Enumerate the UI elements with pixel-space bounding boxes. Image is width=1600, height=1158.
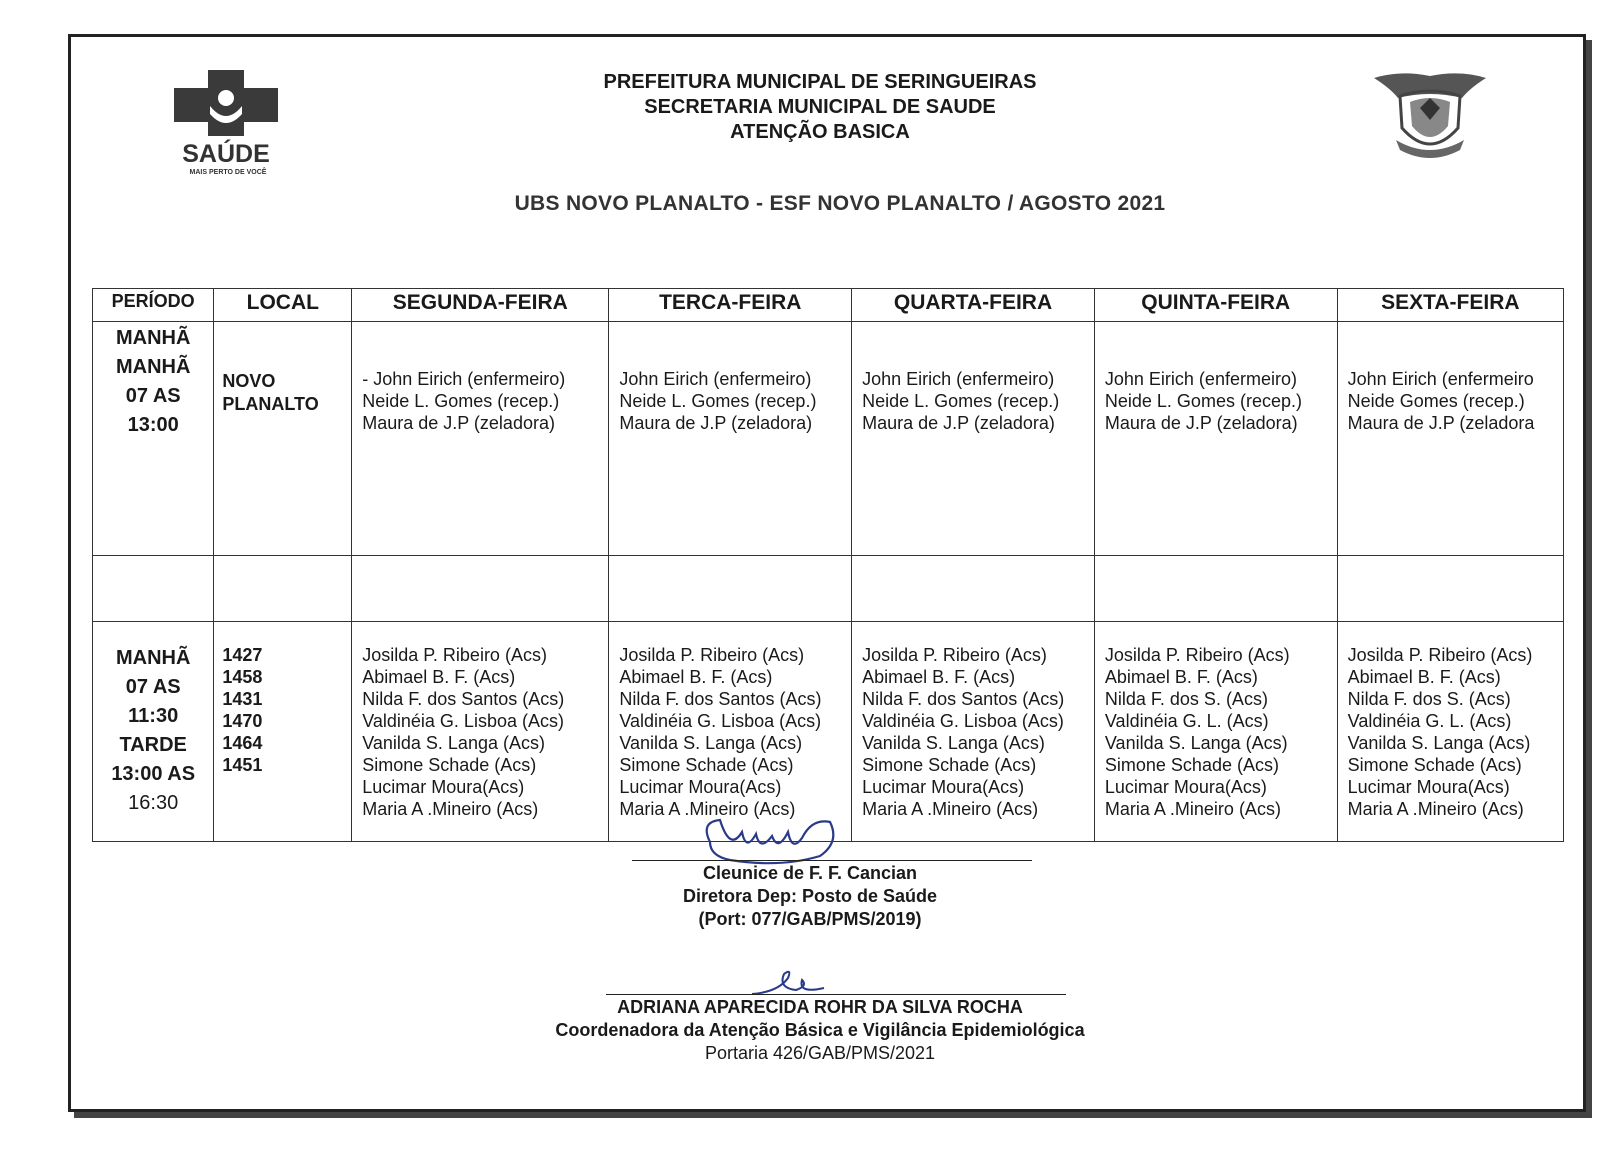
staff-entry: Abimael B. F. (Acs)	[862, 667, 1016, 687]
staff-entry: Maura de J.P (zeladora)	[862, 413, 1055, 433]
periodo-line: 11:30	[128, 705, 179, 727]
logo-text: SAÚDE	[182, 140, 270, 168]
signer-portaria-1: (Port: 077/GAB/PMS/2019)	[698, 909, 922, 929]
header-segunda: SEGUNDA-FEIRA	[352, 289, 609, 322]
staff-entry: Maura de J.P (zeladora)	[362, 413, 555, 433]
staff-entry: Maria A .Mineiro (Acs)	[862, 799, 1039, 819]
signature-block-1	[600, 862, 1020, 931]
header-sexta: SEXTA-FEIRA	[1337, 289, 1563, 322]
table-row	[93, 322, 1564, 556]
header-line-3: ATENÇÃO BASICA	[730, 121, 910, 143]
terca-cell	[609, 622, 852, 842]
table-row-empty	[93, 556, 1564, 622]
staff-entry: Josilda P. Ribeiro (Acs)	[862, 645, 1047, 665]
staff-entry: Neide L. Gomes (recep.)	[619, 391, 817, 411]
quinta-cell	[1094, 622, 1337, 842]
signature-line-2	[606, 994, 1066, 995]
sexta-cell	[1337, 322, 1563, 556]
staff-entry: Lucimar Moura(Acs)	[619, 777, 782, 797]
staff-entry: Valdinéia G. Lisboa (Acs)	[362, 711, 564, 731]
periodo-cell	[93, 322, 214, 556]
staff-entry: John Eirich (enfermeiro)	[1104, 369, 1297, 389]
table-header-row	[93, 289, 1564, 322]
staff-entry: Maria A .Mineiro (Acs)	[619, 799, 796, 819]
staff-entry: Valdinéia G. Lisboa (Acs)	[862, 711, 1064, 731]
code-entry: 1431	[222, 689, 263, 709]
staff-entry: Valdinéia G. L. (Acs)	[1104, 711, 1269, 731]
segunda-cell	[352, 322, 609, 556]
signer-role-2: Coordenadora da Atenção Básica e Vigilância Epidemiológica	[555, 1020, 1085, 1040]
staff-entry: Abimael B. F. (Acs)	[1104, 667, 1258, 687]
staff-entry: Nilda F. dos S. (Acs)	[1104, 689, 1268, 709]
staff-entry: Abimael B. F. (Acs)	[362, 667, 516, 687]
staff-entry: Vanilda S. Langa (Acs)	[1104, 733, 1288, 753]
staff-entry: Vanilda S. Langa (Acs)	[862, 733, 1045, 753]
staff-entry: Maria A .Mineiro (Acs)	[362, 799, 539, 819]
terca-cell	[609, 322, 852, 556]
code-entry: 1470	[222, 711, 263, 731]
staff-entry: Neide L. Gomes (recep.)	[1104, 391, 1302, 411]
signer-role-1: Diretora Dep: Posto de Saúde	[682, 886, 938, 906]
staff-entry: Abimael B. F. (Acs)	[619, 667, 773, 687]
signature-line-1	[632, 860, 1032, 861]
staff-entry: John Eirich (enfermeiro)	[862, 369, 1055, 389]
staff-entry: Josilda P. Ribeiro (Acs)	[1347, 645, 1533, 665]
code-entry: 1464	[222, 733, 263, 753]
schedule-table	[92, 288, 1564, 842]
periodo-line: 13:00 AS	[111, 763, 196, 785]
staff-entry: Nilda F. dos S. (Acs)	[1347, 689, 1511, 709]
periodo-line: MANHÃ	[115, 327, 191, 349]
periodo-line: MANHÃ	[115, 356, 191, 378]
codes-cell	[214, 622, 352, 842]
staff-entry: Valdinéia G. L. (Acs)	[1347, 711, 1512, 731]
quarta-cell	[852, 322, 1095, 556]
staff-entry: Neide L. Gomes (recep.)	[362, 391, 560, 411]
periodo-line: 07 AS	[125, 676, 181, 698]
staff-entry: Simone Schade (Acs)	[862, 755, 1037, 775]
staff-entry: Josilda P. Ribeiro (Acs)	[362, 645, 547, 665]
staff-entry: Neide Gomes (recep.)	[1347, 391, 1525, 411]
periodo-cell	[93, 622, 214, 842]
staff-entry: Simone Schade (Acs)	[1347, 755, 1522, 775]
staff-entry: Vanilda S. Langa (Acs)	[1347, 733, 1531, 753]
header-quarta: QUARTA-FEIRA	[852, 289, 1095, 322]
signer-name-2: ADRIANA APARECIDA ROHR DA SILVA ROCHA	[617, 997, 1023, 1017]
signature-block-2	[520, 996, 1120, 1065]
document-subtitle: UBS NOVO PLANALTO - ESF NOVO PLANALTO / AGOSTO 2021	[514, 192, 1166, 215]
staff-entry: Lucimar Moura(Acs)	[362, 777, 525, 797]
staff-entry: Lucimar Moura(Acs)	[862, 777, 1025, 797]
local-line: NOVO	[222, 371, 276, 391]
staff-entry: Valdinéia G. Lisboa (Acs)	[619, 711, 822, 731]
staff-entry: Nilda F. dos Santos (Acs)	[619, 689, 822, 709]
periodo-line: 16:30	[128, 792, 179, 814]
logo-tagline: MAIS PERTO DE VOCÊ	[189, 169, 267, 176]
code-entry: 1427	[222, 645, 263, 665]
header-local: LOCAL	[214, 289, 352, 322]
staff-entry: - John Eirich (enfermeiro)	[362, 369, 566, 389]
staff-entry: John Eirich (enfermeiro	[1347, 369, 1534, 389]
quarta-cell	[852, 622, 1095, 842]
staff-entry: Simone Schade (Acs)	[1104, 755, 1279, 775]
local-cell	[214, 322, 352, 556]
staff-entry: Josilda P. Ribeiro (Acs)	[619, 645, 805, 665]
staff-entry: Maria A .Mineiro (Acs)	[1347, 799, 1524, 819]
signer-name-1: Cleunice de F. F. Cancian	[702, 863, 918, 883]
signer-portaria-2: Portaria 426/GAB/PMS/2021	[704, 1043, 936, 1063]
periodo-line: 07 AS	[125, 385, 181, 407]
staff-entry: Maria A .Mineiro (Acs)	[1104, 799, 1281, 819]
sexta-cell	[1337, 622, 1563, 842]
quinta-cell	[1094, 322, 1337, 556]
header-line-2: SECRETARIA MUNICIPAL DE SAUDE	[644, 96, 996, 118]
header-line-1: PREFEITURA MUNICIPAL DE SERINGUEIRAS	[603, 71, 1037, 93]
header-terca: TERCA-FEIRA	[609, 289, 852, 322]
code-entry: 1458	[222, 667, 263, 687]
staff-entry: Maura de J.P (zeladora)	[619, 413, 813, 433]
staff-entry: Josilda P. Ribeiro (Acs)	[1104, 645, 1290, 665]
header-periodo: PERÍODO	[93, 289, 214, 322]
staff-entry: Vanilda S. Langa (Acs)	[619, 733, 803, 753]
staff-entry: Lucimar Moura(Acs)	[1347, 777, 1510, 797]
staff-entry: Maura de J.P (zeladora	[1347, 413, 1535, 433]
staff-entry: John Eirich (enfermeiro)	[619, 369, 812, 389]
staff-entry: Lucimar Moura(Acs)	[1104, 777, 1267, 797]
code-entry: 1451	[222, 755, 263, 775]
saude-logo	[170, 70, 300, 180]
header-quinta: QUINTA-FEIRA	[1094, 289, 1337, 322]
segunda-cell	[352, 622, 609, 842]
staff-entry: Vanilda S. Langa (Acs)	[362, 733, 545, 753]
municipal-coat-of-arms-icon	[1370, 68, 1490, 168]
staff-entry: Nilda F. dos Santos (Acs)	[362, 689, 565, 709]
staff-entry: Simone Schade (Acs)	[362, 755, 537, 775]
staff-entry: Neide L. Gomes (recep.)	[862, 391, 1060, 411]
staff-entry: Nilda F. dos Santos (Acs)	[862, 689, 1065, 709]
staff-entry: Abimael B. F. (Acs)	[1347, 667, 1501, 687]
local-line: PLANALTO	[222, 394, 319, 414]
periodo-line: MANHÃ	[115, 647, 191, 669]
periodo-line: TARDE	[119, 734, 187, 756]
staff-entry: Simone Schade (Acs)	[619, 755, 794, 775]
document-header	[520, 70, 1120, 145]
table-row	[93, 622, 1564, 842]
periodo-line: 13:00	[127, 414, 179, 436]
staff-entry: Maura de J.P (zeladora)	[1104, 413, 1298, 433]
